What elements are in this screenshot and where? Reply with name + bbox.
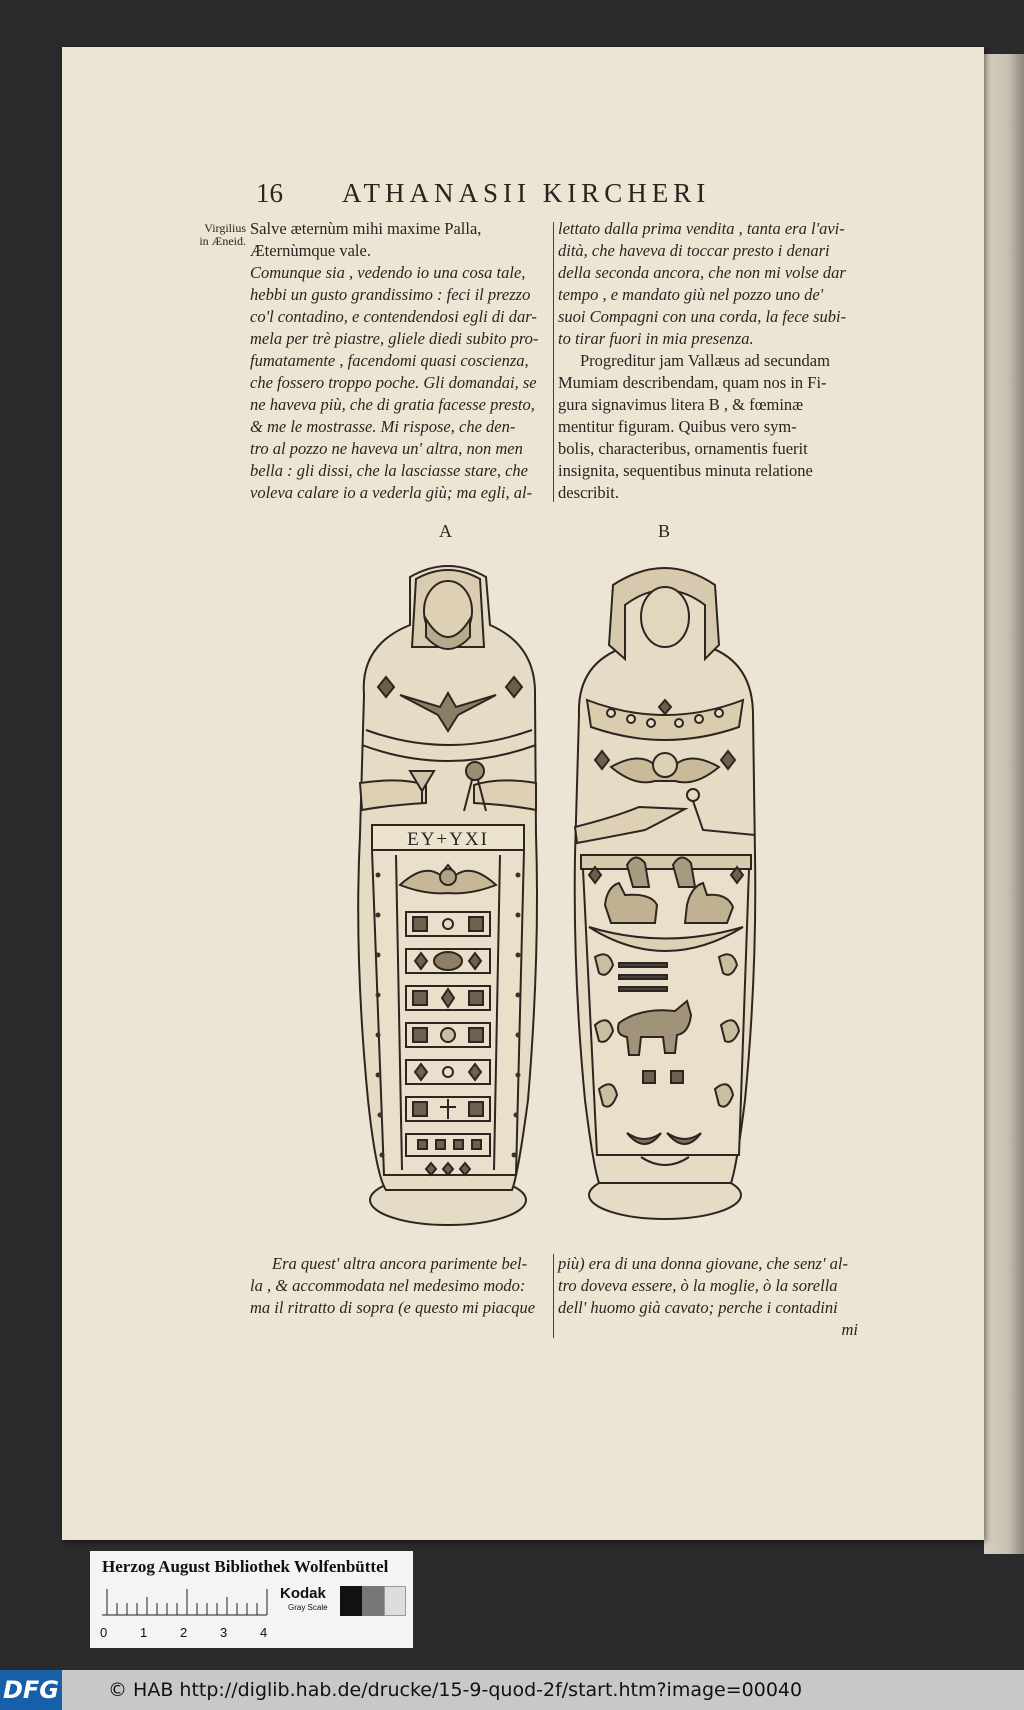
marginal-note-line: Virgilius [204, 221, 246, 235]
figure-label-b: B [658, 521, 671, 541]
text-line: la , & accommodata nel medesimo modo: [250, 1276, 526, 1295]
ruler-tick-label: 1 [140, 1625, 148, 1640]
mummy-b-illustration [555, 555, 775, 1235]
text-line: ma il ritratto di sopra (e questo mi piacque [250, 1298, 536, 1317]
text-line: mi [841, 1320, 858, 1339]
ruler-tick-label: 2 [180, 1625, 188, 1640]
kodak-brand: Kodak [280, 1585, 326, 1602]
figure-label-a: A [439, 521, 452, 541]
ruler-tick-label: 3 [220, 1625, 228, 1640]
color-calibration-card [90, 1551, 413, 1648]
text-line: gura signavimus litera B , & fœminæ [558, 395, 804, 414]
running-title: ATHANASII KIRCHERI [342, 178, 711, 208]
text-line: hebbi un gusto grandissimo : feci il prezzo [250, 285, 531, 304]
page-header [192, 178, 852, 212]
text-line: bolis, characteribus, ornamentis fuerit [558, 439, 808, 458]
ruler-tick-label: 4 [260, 1625, 268, 1640]
text-line: fumatamente , facendomi quasi coscienza, [250, 351, 529, 370]
marginal-note-line: in Æneid. [199, 234, 246, 248]
text-line: ne haveva più, che di gratia facesse presto, [250, 395, 535, 414]
footer-bar [0, 1670, 1024, 1710]
text-line: & me le mostrasse. Mi rispose, che den- [250, 417, 516, 436]
text-line: tro doveva essere, ò la moglie, ò la sorella [558, 1276, 838, 1295]
ruler-scale [102, 1587, 272, 1617]
text-line: tro al pozzo ne haveva un' altra, non men [250, 439, 523, 458]
text-line: bella : gli dissi, che la lasciasse stare, che [250, 461, 529, 480]
text-line: tempo , e mandato giù nel pozzo uno de' [558, 285, 824, 304]
gray-patch-mid [362, 1586, 384, 1616]
page-number: 16 [256, 178, 283, 208]
text-line: co'l contadino, e contendendosi egli di dar- [250, 307, 537, 326]
text-line: della seconda ancora, che non mi volse dar [558, 263, 846, 282]
bottom-right-text [558, 1253, 858, 1341]
gray-scale-label: Gray Scale [288, 1603, 328, 1612]
text-line: suoi Compagni con una corda, la fece subi- [558, 307, 847, 326]
adjacent-page-edge [984, 54, 1024, 1554]
marginal-note [160, 222, 246, 248]
text-line: voleva calare io a vederla giù; ma egli, al- [250, 483, 533, 502]
dfg-logo: DFG [0, 1670, 62, 1710]
text-line: dell' huomo già cavato; perche i contadini [558, 1298, 838, 1317]
text-line: che fossero troppo poche. Gli domandai, se [250, 373, 537, 392]
text-line: Æternùmque vale. [250, 241, 371, 260]
text-line: describit. [558, 483, 619, 502]
text-line: lettato dalla prima vendita , tanta era l'avi- [558, 219, 845, 238]
left-text-column [250, 218, 550, 504]
gray-patch-light [384, 1586, 406, 1616]
column-rule-top [553, 222, 554, 502]
ruler-tick-label: 0 [100, 1625, 108, 1640]
text-line: Progreditur jam Vallæus ad secundam [580, 351, 830, 370]
text-line: più) era di una donna giovane, che senz' al- [558, 1254, 848, 1273]
right-text-column [558, 218, 858, 504]
text-line: dità, che haveva di toccar presto i denari [558, 241, 830, 260]
mummy-a-illustration [340, 555, 560, 1235]
text-line: insignita, sequentibus minuta relatione [558, 461, 813, 480]
text-line: mela per trè piastre, gliele diedi subito pro- [250, 329, 539, 348]
copyright-link[interactable]: © HAB http://diglib.hab.de/drucke/15-9-quod-2f/start.htm?image=00040 [108, 1679, 803, 1701]
text-line: mentitur figuram. Quibus vero sym- [558, 417, 797, 436]
text-line: Mumiam describendam, quam nos in Fi- [558, 373, 827, 392]
text-line: Era quest' altra ancora parimente bel- [272, 1254, 528, 1273]
library-name: Herzog August Bibliothek Wolfenbüttel [102, 1557, 389, 1576]
text-line: Salve æternùm mihi maxime Palla, [250, 219, 482, 238]
column-rule-bottom [553, 1254, 554, 1338]
gray-patch-black [340, 1586, 362, 1616]
text-line: Comunque sia , vedendo io una cosa tale, [250, 263, 526, 282]
bottom-left-text [250, 1253, 550, 1319]
coffin-inscription: EΥ+ΥXI [407, 829, 489, 850]
text-line: to tirar fuori in mia presenza. [558, 329, 754, 348]
